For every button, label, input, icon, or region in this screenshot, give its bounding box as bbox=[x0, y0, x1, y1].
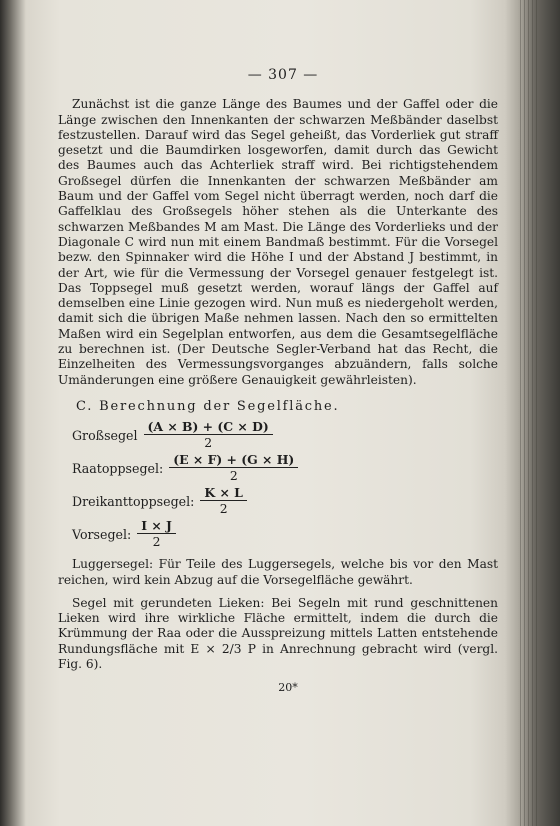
formula-denominator: 2 bbox=[229, 468, 238, 484]
formula-label: Vorsegel: bbox=[72, 526, 132, 542]
body-paragraph-1: Zunächst ist die ganze Länge des Baumes und der Gaffel oder die Länge zwischen den Innenkanten der schwarzen Meßbänder daselbst festzustellen. Darauf wird das Segel geheißt, das Vorderliek gut straff gesetzt und die Baumdirken losgeworfen, damit durch das Gewicht des Baumes auch das Achterliek straff wird. Bei richtigstehendem Großsegel dürfen die Innenkanten der schwarzen Meßbänder am Baum und der Gaffel vom Segel nicht überragt werden, noch darf die Gaffelklau des Großsegels höher stehen als die Unterkante des schwarzen Meßbandes M am Mast. Die Länge des Vorderlieks und der Diagonale C wird nun mit einem Bandmaß bestimmt. Für die Vorsegel bezw. den Spinnaker wird die Höhe I und der Abstand J bestimmt, in der Art, wie für die Vermessung der Vorsegel genauer festgelegt ist. Das Toppsegel muß gesetzt werden, worauf längs der Gaffel auf demselben eine Linie gezogen wird. Nun muß es niedergeholt werden, damit sich die übrigen Maße nehmen lassen. Nach den so ermittelten Maßen wird ein Segelplan entworfen, aus dem die Gesamtsegelfläche zu berechnen ist. (Der Deutsche Segler-Verband hat das Recht, die Einzelheiten des Vermessungsvorganges abzuändern, falls solche Umänderungen eine größere Genauigkeit gewährleisten). bbox=[58, 97, 498, 387]
page-edge-shadow bbox=[520, 0, 540, 826]
page-number: — 307 — bbox=[247, 67, 319, 83]
formula-raatoppsegel bbox=[72, 453, 498, 483]
formula-numerator: (A × B) + (C × D) bbox=[144, 420, 273, 435]
body-paragraph-2: Luggersegel: Für Teile des Luggersegels, welche bis vor den Mast reichen, wird kein Abzug auf die Vorsegelfläche gewährt. bbox=[58, 557, 498, 587]
formula-fraction bbox=[144, 420, 273, 450]
section-heading: C. Berechnung der Segelfläche. bbox=[76, 398, 340, 414]
formula-denominator: 2 bbox=[204, 435, 213, 451]
formula-label: Großsegel bbox=[72, 427, 138, 443]
signature-mark: 20* bbox=[278, 681, 298, 695]
formula-numerator: K × L bbox=[200, 486, 247, 501]
formula-numerator: I × J bbox=[137, 519, 176, 534]
formula-label: Dreikanttoppsegel: bbox=[72, 493, 195, 509]
formula-vorsegel bbox=[72, 519, 498, 549]
body-paragraph-3: Segel mit gerundeten Lieken: Bei Segeln mit rund geschnittenen Lieken wird ihre wirkliche Fläche ermittelt, indem die durch die Krümmung der Raa oder die Ausspreizung mittels Latten entstehende Rundungsfläche mit E × 2/3 P in Anrechnung gebracht wird (vergl. Fig. 6). bbox=[58, 595, 498, 672]
formula-denominator: 2 bbox=[219, 501, 228, 517]
formula-fraction bbox=[200, 486, 247, 516]
formula-dreikanttoppsegel bbox=[72, 486, 498, 516]
formula-label: Raatoppsegel: bbox=[72, 460, 164, 476]
formula-numerator: (E × F) + (G × H) bbox=[169, 453, 298, 468]
formula-fraction bbox=[169, 453, 298, 483]
formula-grosssegel bbox=[72, 420, 498, 450]
page-content bbox=[58, 68, 498, 696]
formula-denominator: 2 bbox=[152, 534, 161, 550]
formula-fraction bbox=[137, 519, 176, 549]
